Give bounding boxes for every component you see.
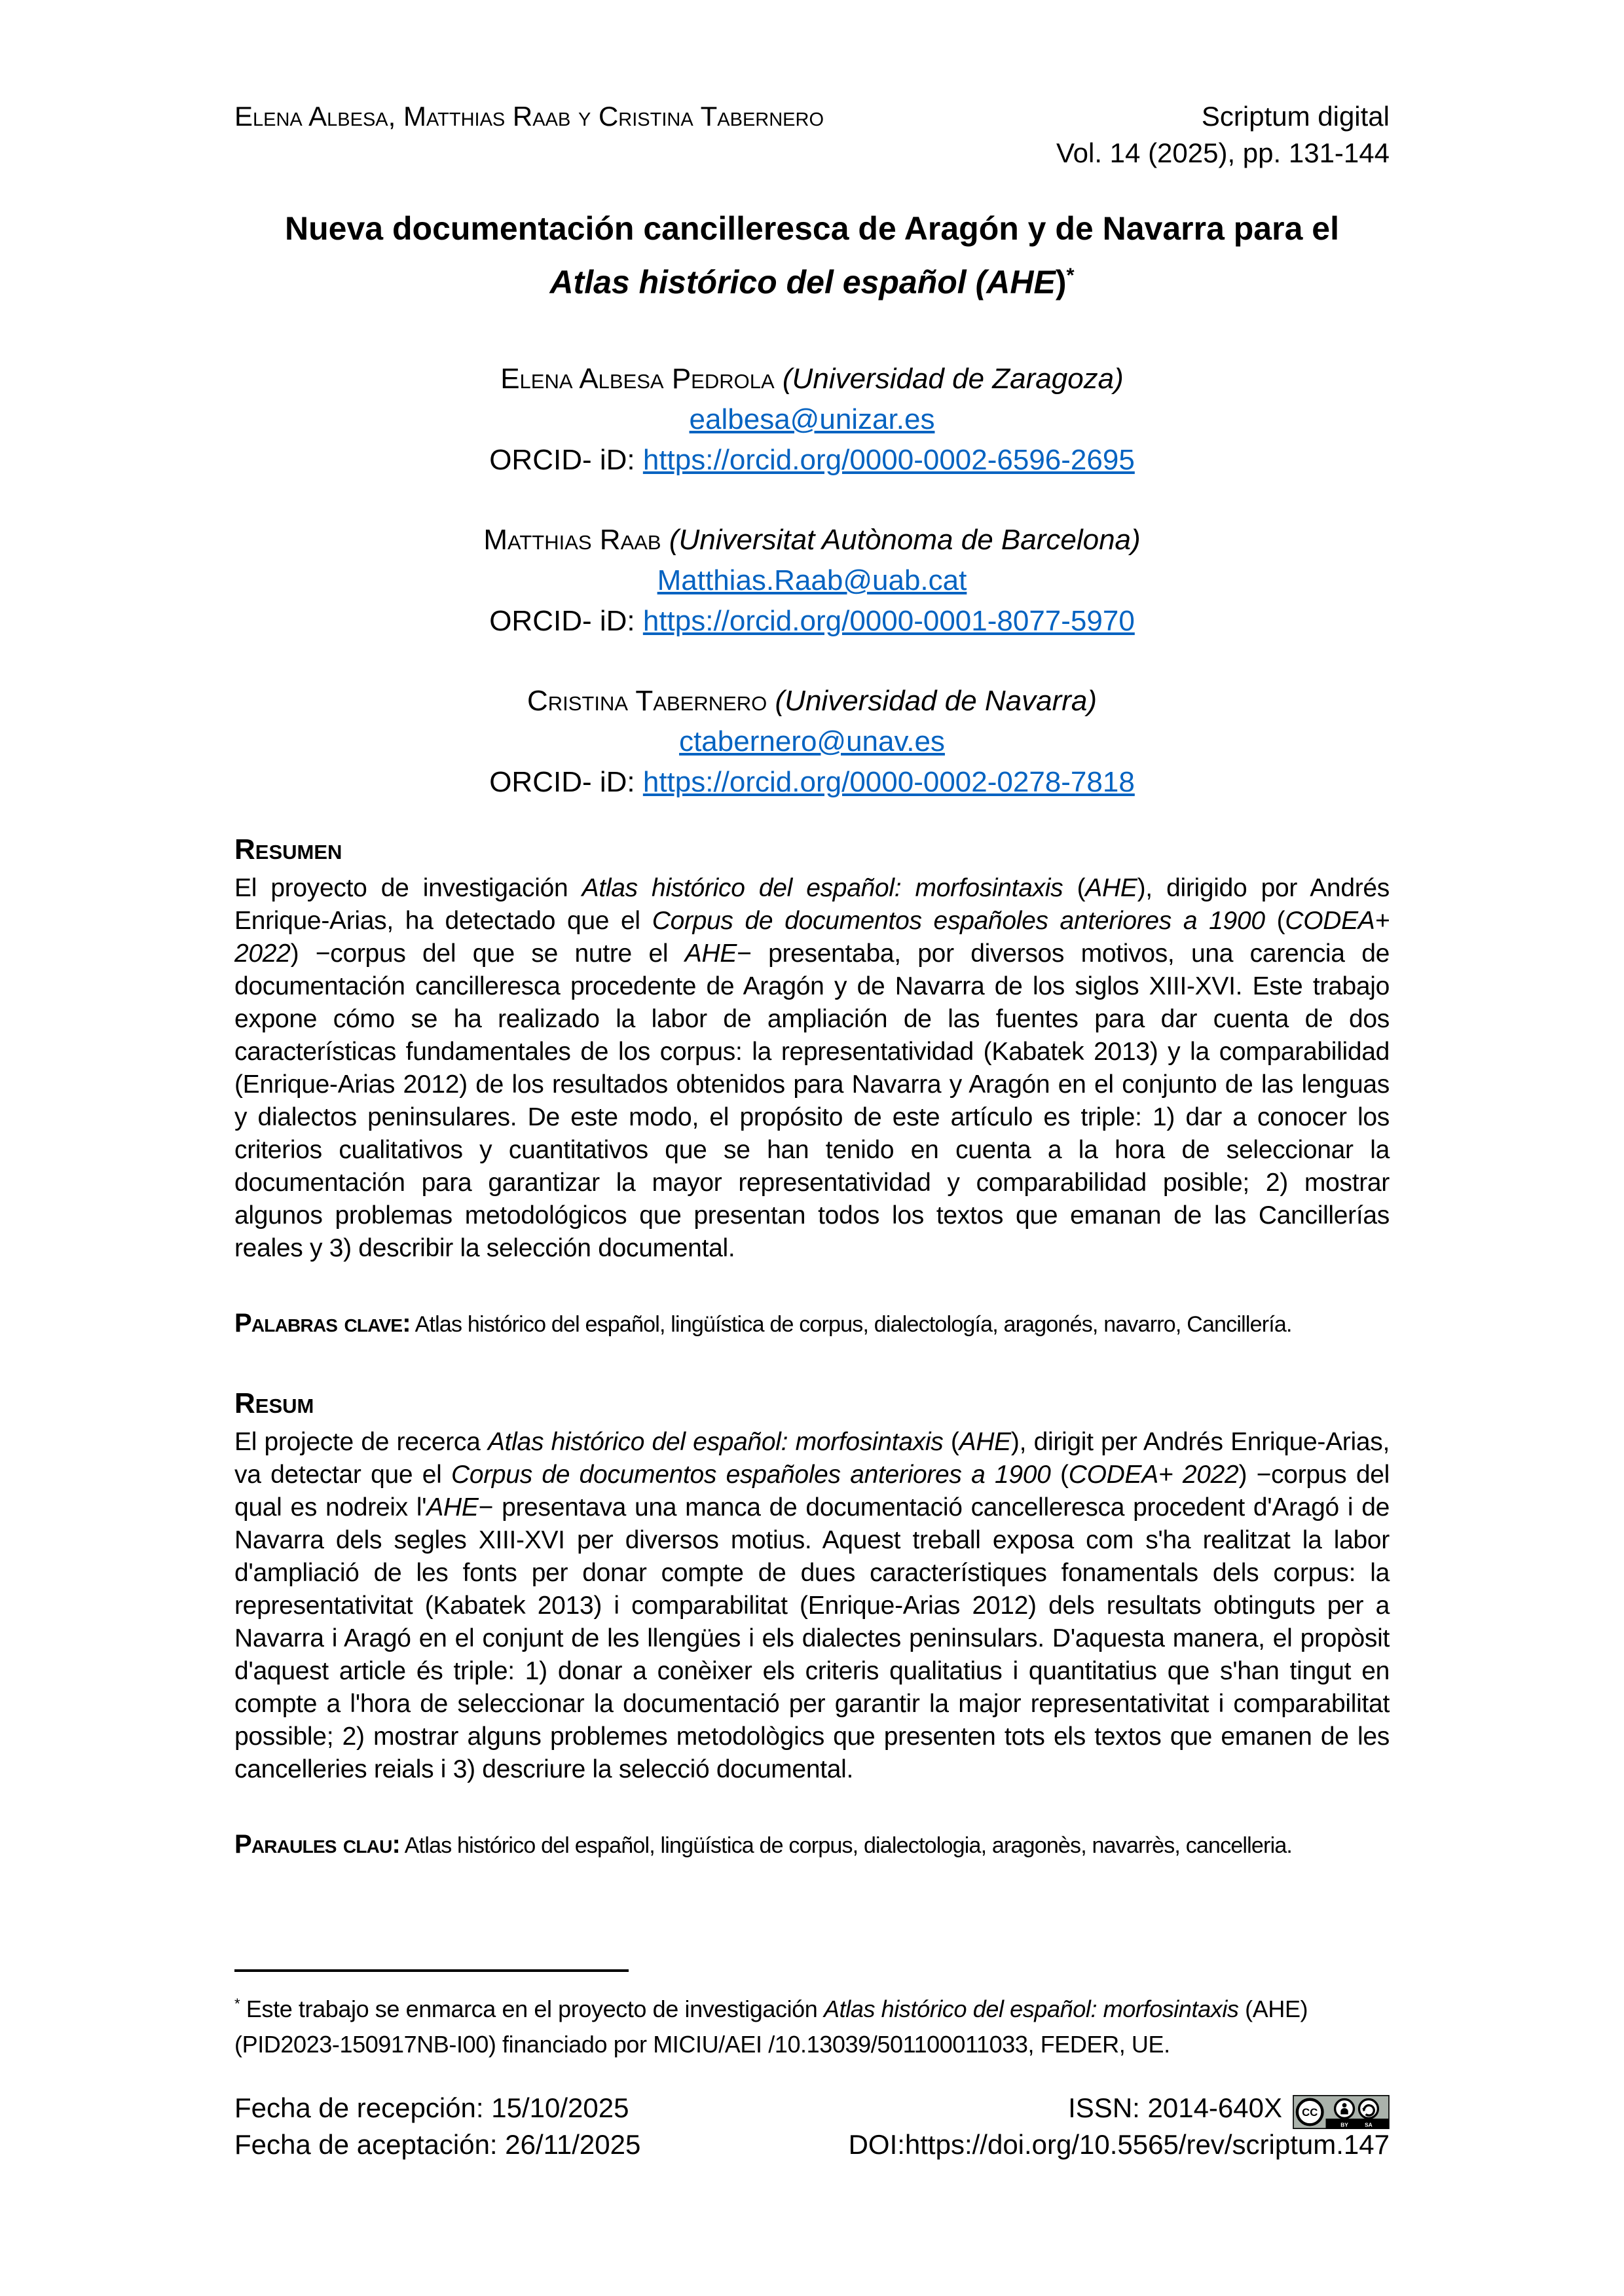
reception-date: Fecha de recepción: 15/10/2025 [234, 2092, 629, 2123]
resumen-heading: Resumen [234, 833, 342, 866]
footnote-separator [234, 1969, 629, 1972]
title-line-1: Nueva documentación cancilleresca de Aragón y de Navarra para el [285, 210, 1339, 247]
orcid-link-raab[interactable]: https://orcid.org/0000-0001-8077-5970 [642, 605, 1135, 637]
author-orcid: ORCID- iD: https://orcid.org/0000-0002-6596-2695 [489, 444, 1135, 476]
resum-heading: Resum [234, 1387, 314, 1419]
issn: ISSN: 2014-640X [1068, 2092, 1282, 2123]
author-block-raab [234, 520, 1390, 642]
authors-block [234, 359, 1390, 842]
author-email [234, 399, 1390, 440]
running-head-authors: Elena Albesa, Matthias Raab y Cristina Tabernero [234, 101, 824, 132]
article-title [234, 202, 1390, 309]
by-label: BY [1340, 2121, 1348, 2128]
author-block-tabernero [234, 681, 1390, 803]
author-orcid: ORCID- iD: https://orcid.org/0000-0002-0278-7818 [489, 766, 1135, 798]
author-name: Matthias Raab (Universitat Autònoma de Barcelona) [483, 524, 1141, 556]
author-name: Elena Albesa Pedrola (Universidad de Zaragoza) [500, 363, 1124, 395]
cc-by-sa-badge[interactable] [1293, 2095, 1390, 2129]
footnote-area [234, 1969, 1390, 2062]
email-link-tabernero[interactable]: ctabernero@unav.es [679, 725, 945, 757]
author-email [234, 560, 1390, 601]
orcid-link-albesa[interactable]: https://orcid.org/0000-0002-6596-2695 [642, 444, 1135, 476]
doi: DOI:https://doi.org/10.5565/rev/scriptum.147 [848, 2129, 1390, 2160]
sa-label: SA [1365, 2121, 1373, 2128]
cc-logo-text: CC [1302, 2106, 1318, 2119]
journal-name: Scriptum digital [1201, 101, 1390, 132]
page-footer [234, 2090, 1390, 2163]
author-orcid: ORCID- iD: https://orcid.org/0000-0001-8077-5970 [489, 605, 1135, 637]
resum-text: El projecte de recerca Atlas histórico del español: morfosintaxis (AHE), dirigit per Andrés Enrique-Arias, va detectar que el Corpus de documentos españoles anteriores a 1900 (CODEA+ 2022) −corpus del qual es nodreix l'AHE− presentava una manca de documentació cancelleresca procedent d'Aragó i de Navarra dels segles XIII-XVI per diversos motius. Aquest treball exposa com s'ha realitzat la labor d'ampliació de les fonts per donar compte de dues característiques fonamentals dels corpus: la representativitat (Kabatek 2013) i comparabilitat (Enrique-Arias 2012) dels resultats obtinguts per a Navarra i Aragó en el conjunt de les llengües i els dialectes peninsulars. D'aquesta manera, el propòsit d'aquest article és triple: 1) donar a conèixer els criteris qualitatius i quantitatius que s'han tingut en compte a l'hora de seleccionar la documentació per garantir la major representativitat i comparabilitat possible; 2) mostrar alguns problemes metodològics que presenten tots els textos que emanen de les cancelleries reials i 3) descriure la selecció documental. [234, 1428, 1390, 1783]
acceptance-date: Fecha de aceptación: 26/11/2025 [234, 2129, 641, 2160]
paraules-clau-line: Paraules clau: Atlas histórico del español, lingüística de corpus, dialectologia, aragonès, navarrès, cancelleria. [234, 1830, 1293, 1859]
author-email [234, 721, 1390, 762]
abstracts-section [234, 833, 1390, 1862]
page-header [234, 98, 1390, 172]
footnote-text: * Este trabajo se enmarca en el proyecto de investigación Atlas histórico del español: morfosintaxis (AHE) (PID2023-150917NB-I00) financiado por MICIU/AEI /10.13039/501100011033, FEDER, UE. [234, 1995, 1308, 2058]
author-name: Cristina Tabernero (Universidad de Navarra) [526, 685, 1098, 717]
palabras-clave-line: Palabras clave: Atlas histórico del español, lingüística de corpus, dialectología, aragonés, navarro, Cancillería. [234, 1309, 1292, 1338]
author-block-albesa [234, 359, 1390, 481]
title-line-2: Atlas histórico del español (AHE)* [549, 263, 1075, 301]
resumen-text: El proyecto de investigación Atlas histórico del español: morfosintaxis (AHE), dirigido por Andrés Enrique-Arias, ha detectado que el Corpus de documentos españoles anteriores a 1900 (CODEA+ 2022) −corpus del que se nutre el AHE− presentaba, por diversos motivos, una carencia de documentación cancilleresca procedente de Aragón y de Navarra de los siglos XIII-XVI. Este trabajo expone cómo se ha realizado la labor de ampliación de las fuentes para dar cuenta de dos características fundamentales de los corpus: la representatividad (Kabatek 2013) y la comparabilidad (Enrique-Arias 2012) de los resultados obtenidos para Navarra y Aragón en el conjunto de las lenguas y dialectos peninsulares. De este modo, el propósito de este artículo es triple: 1) dar a conocer los criterios cualitativos y cuantitativos que se han tenido en cuenta a la hora de seleccionar la documentación para garantizar la mayor representatividad y comparabilidad posible; 2) mostrar algunos problemas metodológicos que presentan todos los textos que emanan de las Cancillerías reales y 3) describir la selección documental. [234, 874, 1390, 1262]
person-head-icon [1342, 2103, 1347, 2107]
volume-info: Vol. 14 (2025), pp. 131-144 [1056, 137, 1390, 168]
email-link-raab[interactable]: Matthias.Raab@uab.cat [657, 564, 967, 596]
badge-bottom-strip [1326, 2119, 1389, 2128]
orcid-link-tabernero[interactable]: https://orcid.org/0000-0002-0278-7818 [642, 766, 1135, 798]
email-link-albesa[interactable]: ealbesa@unizar.es [689, 403, 935, 435]
